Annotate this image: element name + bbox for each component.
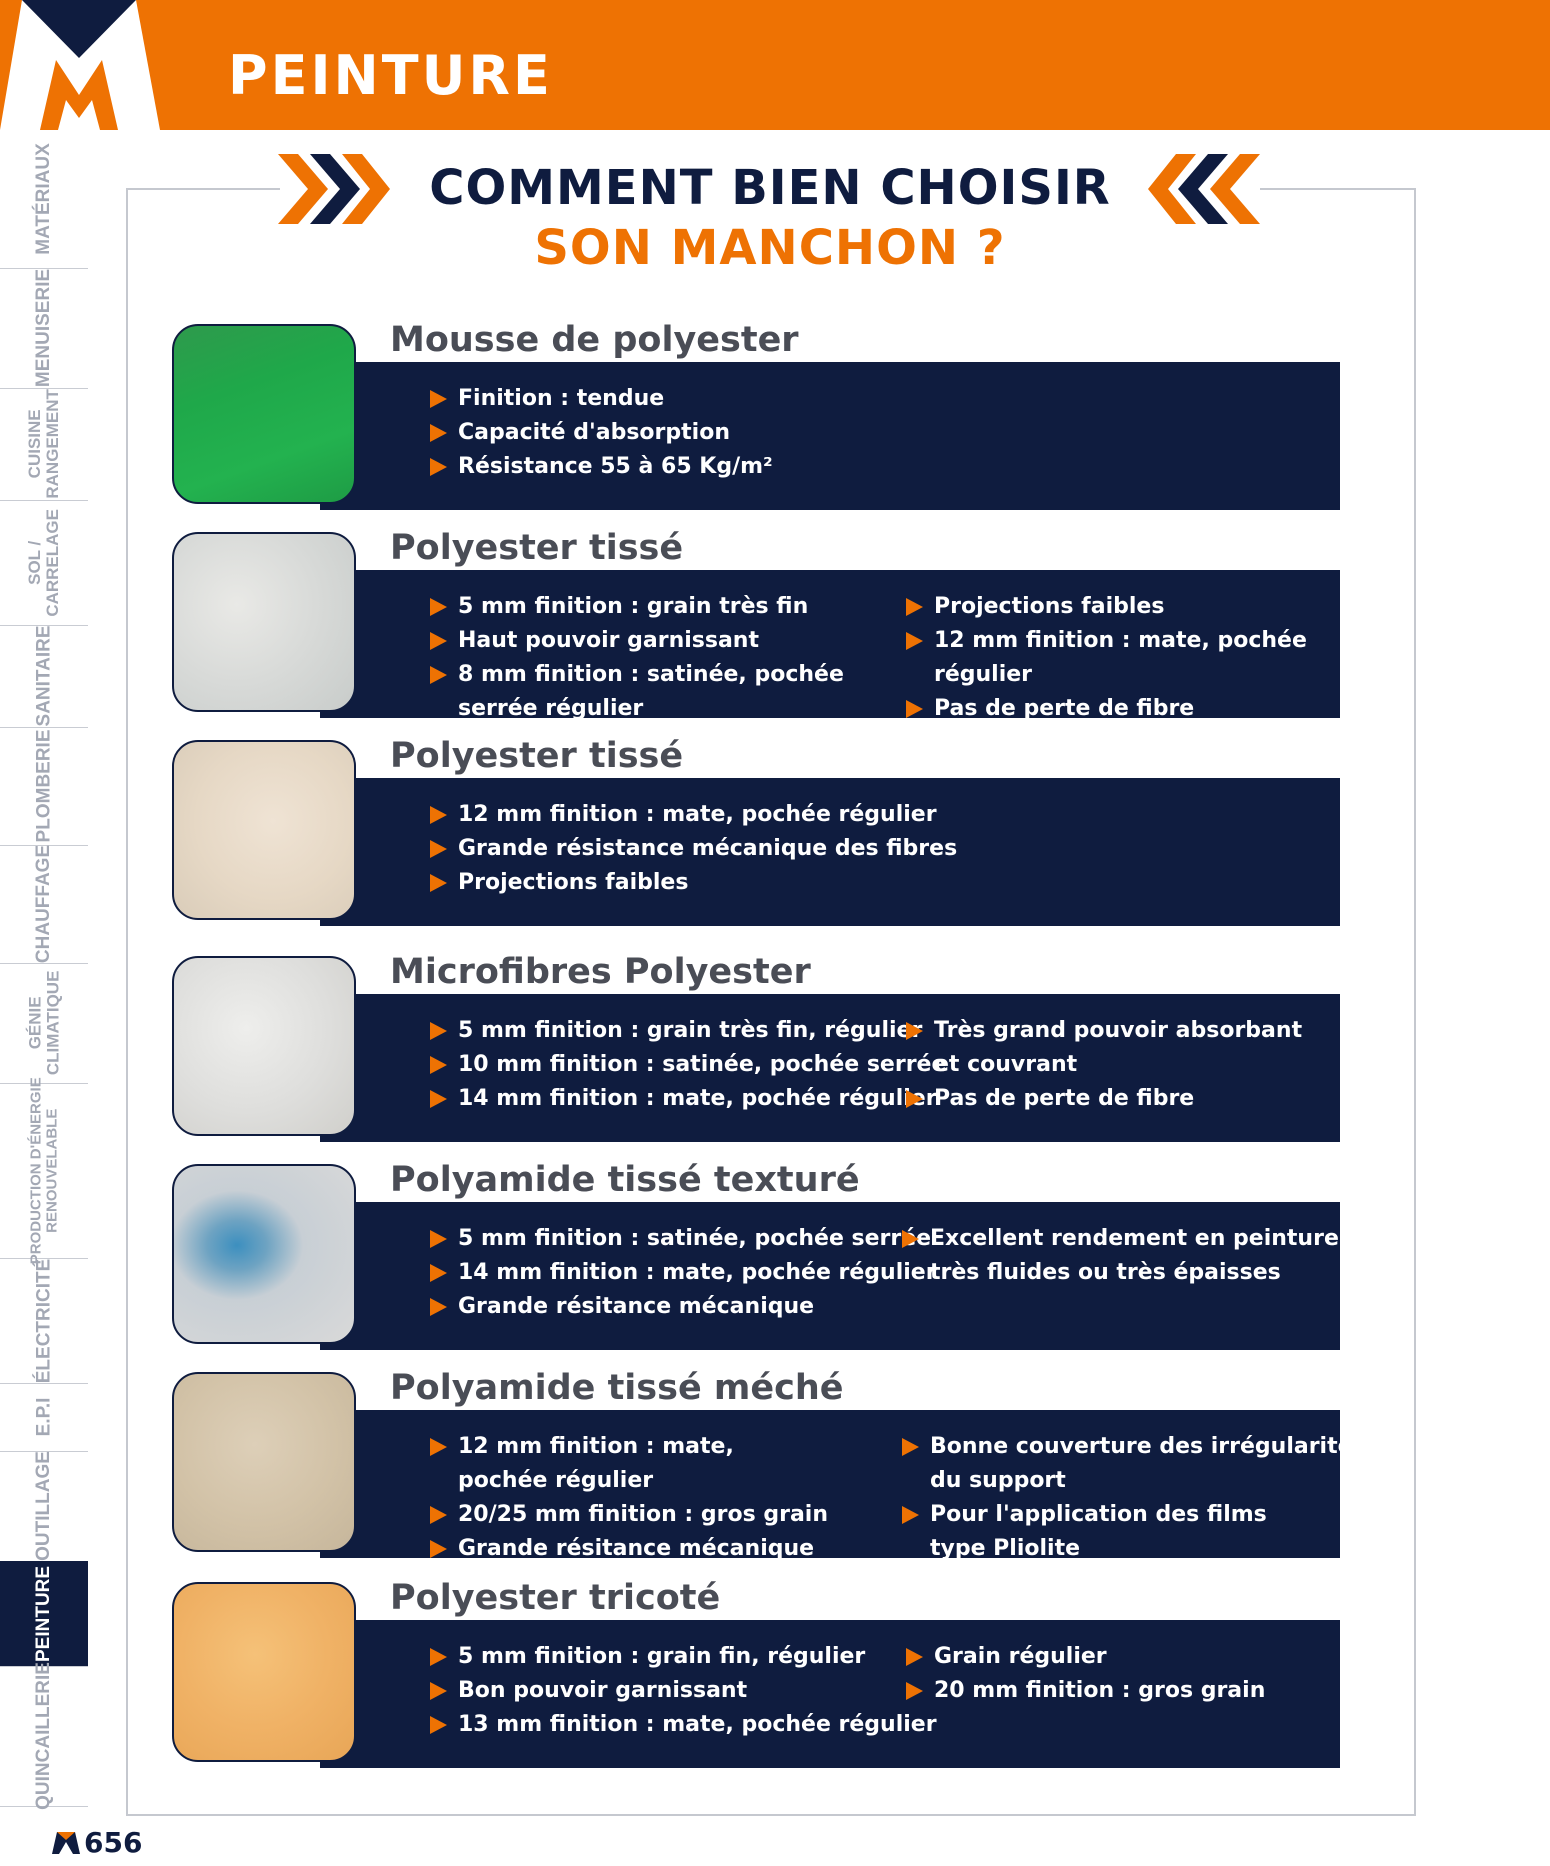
features-left (428, 590, 844, 726)
feature-item: Pour l'application des films type Pliolite (900, 1498, 1366, 1566)
features-left (428, 382, 773, 484)
feature-item: Grande résistance mécanique des fibres (428, 832, 957, 866)
sidebar-item-label: QUINCAILLERIE (33, 1662, 55, 1810)
section-title: Mousse de polyester (390, 320, 799, 360)
section-title: Microfibres Polyester (390, 952, 811, 992)
feature-item: Bonne couverture des irrégularités du support (900, 1430, 1366, 1498)
section-title: Polyamide tissé méché (390, 1368, 844, 1408)
roller-sleeve-image (172, 956, 356, 1136)
heading-line-1: COMMENT BIEN CHOISIR (429, 160, 1111, 216)
sidebar-item[interactable] (0, 1383, 88, 1452)
sidebar-item-label: MATÉRIAUX (33, 143, 55, 255)
roller-sleeve-image (172, 1372, 356, 1552)
roller-sleeve-image (172, 1164, 356, 1344)
sidebar-item-label: CUISINE RANGEMENT (25, 389, 62, 499)
feature-item: 8 mm finition : satinée, pochée serrée régulier (428, 658, 844, 726)
sidebar-item[interactable] (0, 1451, 88, 1562)
feature-item: Grande résitance mécanique (428, 1290, 937, 1324)
roller-sleeve-image (172, 324, 356, 504)
feature-item: 20 mm finition : gros grain (904, 1674, 1265, 1708)
feature-item: 10 mm finition : satinée, pochée serrée (428, 1048, 946, 1082)
sidebar-item-label: PLOMBERIE (33, 729, 55, 843)
feature-item: Excellent rendement en peintures très fluides ou très épaisses (900, 1222, 1352, 1290)
page-header (0, 0, 1550, 130)
sidebar-item[interactable] (0, 130, 88, 269)
sidebar-item[interactable] (0, 500, 88, 626)
chevrons-right-icon (278, 154, 390, 224)
feature-item: 12 mm finition : mate, pochée régulier (428, 798, 957, 832)
feature-item: 13 mm finition : mate, pochée régulier (428, 1708, 937, 1742)
sidebar-item-label: SANITAIRE (33, 625, 55, 727)
features-right (904, 1640, 1265, 1708)
feature-item: 12 mm finition : mate, pochée régulier (428, 1430, 828, 1498)
sidebar-item-label: GÉNIE CLIMATIQUE (25, 970, 63, 1076)
sidebar-item-label: PEINTURE (33, 1565, 55, 1662)
feature-item: 14 mm finition : mate, pochée régulier (428, 1256, 937, 1290)
product-section (170, 1580, 1370, 1770)
feature-item: Capacité d'absorption (428, 416, 773, 450)
product-section (170, 530, 1370, 720)
sidebar-item[interactable] (0, 1561, 88, 1667)
roller-sleeve-image (172, 1582, 356, 1762)
section-title: Polyester tissé (390, 736, 684, 776)
features-right (900, 1222, 1352, 1290)
feature-item: Pas de perte de fibre (904, 692, 1370, 726)
feature-item: 5 mm finition : grain très fin, régulier (428, 1014, 946, 1048)
category-sidebar (0, 130, 88, 1810)
sidebar-item[interactable] (0, 388, 88, 501)
feature-item: 12 mm finition : mate, pochée régulier (904, 624, 1370, 692)
feature-item: Pas de perte de fibre (904, 1082, 1302, 1116)
section-title: Polyamide tissé texturé (390, 1160, 860, 1200)
feature-item: 5 mm finition : grain fin, régulier (428, 1640, 937, 1674)
feature-item: Finition : tendue (428, 382, 773, 416)
frame-top-left (128, 188, 280, 190)
feature-item: 14 mm finition : mate, pochée régulier (428, 1082, 946, 1116)
feature-item: Grain régulier (904, 1640, 1265, 1674)
brand-mini-logo (52, 1832, 80, 1854)
sidebar-item[interactable] (0, 1662, 88, 1810)
heading-line-2: SON MANCHON ? (534, 220, 1006, 276)
sidebar-item-label: SOL / CARRELAGE (25, 508, 63, 617)
feature-item: Haut pouvoir garnissant (428, 624, 844, 658)
product-section (170, 954, 1370, 1144)
brand-logo (0, 0, 160, 130)
features-right (904, 590, 1370, 726)
sidebar-item-label: ÉLECTRICITÉ (33, 1258, 55, 1383)
feature-item: Projections faibles (428, 866, 957, 900)
page-number: 656 (84, 1826, 143, 1859)
chevrons-left-icon (1148, 154, 1260, 224)
feature-item: Grande résitance mécanique (428, 1532, 828, 1566)
feature-item: Projections faibles (904, 590, 1370, 624)
features-left (428, 1222, 937, 1324)
product-section (170, 738, 1370, 928)
features-right (900, 1430, 1366, 1566)
section-title: Polyester tricoté (390, 1578, 721, 1618)
feature-item: 5 mm finition : satinée, pochée serrée (428, 1222, 937, 1256)
sidebar-item[interactable] (0, 1258, 88, 1384)
sidebar-item-label: OUTILLAGE (33, 1451, 55, 1561)
product-section (170, 1370, 1370, 1560)
roller-sleeve-image (172, 532, 356, 712)
features-left (428, 1640, 937, 1742)
product-section (170, 322, 1370, 512)
sidebar-item[interactable] (0, 625, 88, 728)
sidebar-item-label: PRODUCTION D'ÉNERGIE RENOUVELABLE (27, 1077, 61, 1264)
sidebar-item[interactable] (0, 845, 88, 964)
feature-item: 5 mm finition : grain très fin (428, 590, 844, 624)
sidebar-item-label: MENUISERIE (33, 268, 55, 388)
section-title: Polyester tissé (390, 528, 684, 568)
sidebar-item[interactable] (0, 727, 88, 846)
feature-item: 20/25 mm finition : gros grain (428, 1498, 828, 1532)
features-left (428, 798, 957, 900)
feature-item: Bon pouvoir garnissant (428, 1674, 937, 1708)
features-right (904, 1014, 1302, 1116)
sidebar-item-label: E.P.I (33, 1397, 55, 1437)
sidebar-item[interactable] (0, 1077, 88, 1264)
features-left (428, 1430, 828, 1566)
product-section (170, 1162, 1370, 1352)
section-title: PEINTURE (228, 44, 553, 107)
sidebar-item[interactable] (0, 268, 88, 389)
features-left (428, 1014, 946, 1116)
page-heading (280, 150, 1260, 280)
feature-item: Résistance 55 à 65 Kg/m² (428, 450, 773, 484)
sidebar-item-label: CHAUFFAGE (33, 844, 55, 964)
sidebar-item[interactable] (0, 963, 88, 1084)
roller-sleeve-image (172, 740, 356, 920)
feature-item: Très grand pouvoir absorbant et couvrant (904, 1014, 1302, 1082)
